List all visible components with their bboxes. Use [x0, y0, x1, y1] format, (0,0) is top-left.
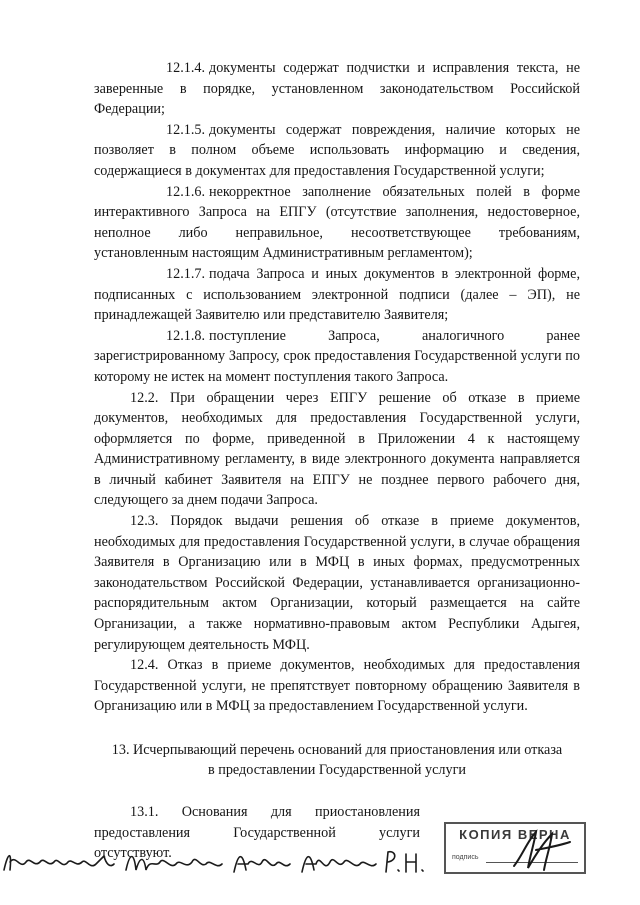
paragraph-text: документы содержат повреждения, наличие которых не позволяет в полном объеме использовать информацию и сведения, содержащиеся в документах для предоставления Государственной услуги;	[94, 121, 580, 179]
stamp-signature-label: подпись	[452, 854, 479, 861]
paragraph-12-1-8	[94, 326, 580, 388]
paragraph-text: некорректное заполнение обязательных полей в форме интерактивного Запроса на ЕПГУ (отсутствие заполнения, недостоверное, неполное либо неправильное, несоответствующее требованиям, установленным настоящим Административным регламентом);	[94, 183, 580, 262]
paragraph-text: поступление Запроса, аналогичного ранее зарегистрированному Запросу, срок предоставления Государственной услуги по которому не истек на момент поступления такого Запроса.	[94, 327, 580, 385]
stamp-title: КОПИЯ ВЕРНА	[459, 827, 571, 842]
paragraph-text: подача Запроса и иных документов в электронной форме, подписанных с использованием электронной подписи (далее – ЭП), не принадлежащей Заявителю или представителю Заявителя;	[94, 265, 580, 324]
section-title-line: 13. Исчерпывающий перечень оснований для приостановления или отказа	[111, 742, 563, 758]
signature-mark	[506, 826, 576, 874]
paragraph-12-1-6	[94, 182, 580, 264]
paragraph-text: документы содержат подчистки и исправления текста, не заверенные в порядке, установленном законодательством Российской Федерации;	[94, 60, 580, 118]
paragraph-12-1-4	[94, 58, 580, 120]
handwritten-certification-note	[0, 840, 430, 880]
paragraph-12-1-7	[94, 264, 580, 326]
paragraph-number: 12.1.4.	[166, 60, 206, 76]
paragraph-12-4: 12.4. Отказ в приеме документов, необходимых для предоставления Государственной услуги, не препятствует повторному обращению Заявителя в Организацию или в МФЦ за предоставлением Государственной услуги.	[94, 657, 580, 715]
paragraph-number: 12.1.8.	[166, 327, 206, 344]
paragraph-12-3: 12.3. Порядок выдачи решения об отказе в приеме документов, необходимых для предоставления Государственной услуги, в случае обращения Заявителя в Организацию или в МФЦ в иных формах, предусмотренных законодательством Российской Федерации, устанавливается организационно-распорядительным актом Организации, который размещается на сайте Организации, а также нормативно-правовым актом Республики Адыгея, регулирующем деятельность МФЦ.	[94, 513, 580, 653]
paragraph-number: 12.1.7.	[166, 265, 206, 282]
certified-copy-stamp	[444, 822, 586, 874]
section-title-line: в предоставлении Государственной услуги	[207, 762, 466, 778]
document-body	[94, 58, 580, 717]
paragraph-number: 12.1.6.	[166, 183, 206, 200]
paragraph-12-1-5	[94, 120, 580, 182]
section-13-heading	[94, 740, 580, 780]
paragraph-number: 12.1.5.	[166, 121, 206, 138]
paragraph-13-1: 13.1. Основания для приостановления предоставления Государственной услуги отсутствуют.	[94, 804, 420, 862]
paragraph-12-2: 12.2. При обращении через ЕПГУ решение об отказе в приеме документов, необходимых для предоставления Государственной услуги, оформляется по форме, приведенной в Приложении 4 к настоящему Административному регламенту, в виде электронного документа направляется в личный кабинет Заявителя на ЕПГУ не позднее первого рабочего дня, следующего за днем подачи Запроса.	[94, 389, 580, 509]
